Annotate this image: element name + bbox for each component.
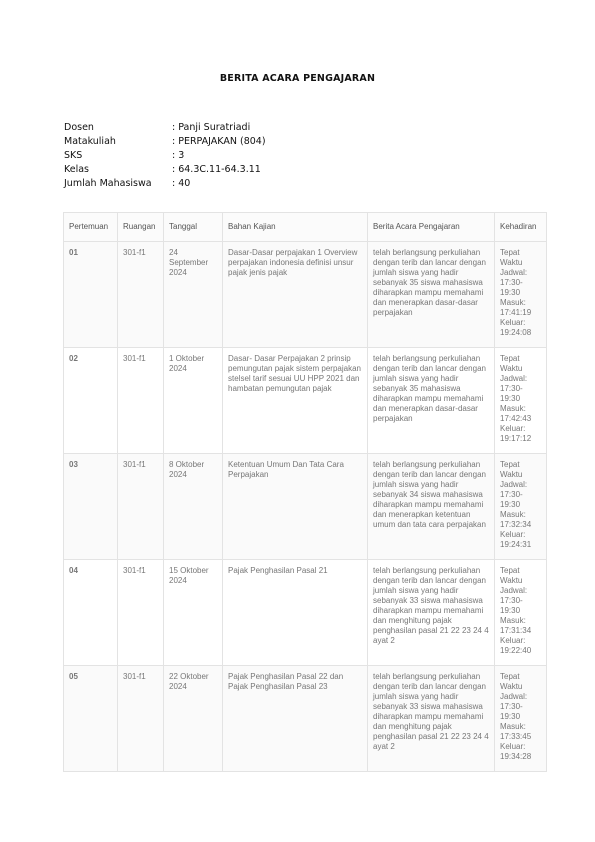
cell-pertemuan: 05 — [64, 666, 118, 772]
cell-bahan-kajian: Dasar- Dasar Perpajakan 2 prinsip pemungutan pajak sistem perpajakan stelsel tarif sesuai UU HPP 2021 dan hambatan pemungutan pajak — [223, 348, 368, 454]
header-tanggal: Tanggal — [164, 213, 223, 242]
info-row-jumlah-mahasiswa — [64, 177, 266, 191]
cell-tanggal: 8 Oktober 2024 — [164, 454, 223, 560]
cell-pertemuan: 02 — [64, 348, 118, 454]
table-row — [64, 560, 547, 666]
cell-pertemuan: 03 — [64, 454, 118, 560]
cell-tanggal: 22 Oktober 2024 — [164, 666, 223, 772]
cell-berita-acara: telah berlangsung perkuliahan dengan terib dan lancar dengan jumlah siswa yang hadir sebanyak 35 siswa mahasiswa diharapkan mampu memahami dan menerapkan dasar-dasar perpajakan — [368, 242, 495, 348]
cell-kehadiran: Tepat Waktu Jadwal: 17:30- 19:30 Masuk: 17:42:43 Keluar: 19:17:12 — [495, 348, 547, 454]
cell-pertemuan: 01 — [64, 242, 118, 348]
info-row-sks — [64, 149, 266, 163]
header-kehadiran: Kehadiran — [495, 213, 547, 242]
cell-ruangan: 301-f1 — [118, 242, 164, 348]
cell-ruangan: 301-f1 — [118, 560, 164, 666]
cell-bahan-kajian: Dasar-Dasar perpajakan 1 Overview perpajakan indonesia definisi unsur pajak jenis pajak — [223, 242, 368, 348]
info-label: Dosen — [64, 122, 94, 133]
cell-pertemuan: 04 — [64, 560, 118, 666]
cell-ruangan: 301-f1 — [118, 348, 164, 454]
info-value: : 3 — [172, 150, 185, 161]
cell-bahan-kajian: Ketentuan Umum Dan Tata Cara Perpajakan — [223, 454, 368, 560]
table-header-row — [64, 213, 547, 242]
cell-kehadiran: Tepat Waktu Jadwal: 17:30- 19:30 Masuk: 17:33:45 Keluar: 19:34:28 — [495, 666, 547, 772]
table-row — [64, 242, 547, 348]
info-row-matakuliah — [64, 135, 266, 149]
cell-kehadiran: Tepat Waktu Jadwal: 17:30- 19:30 Masuk: 17:41:19 Keluar: 19:24:08 — [495, 242, 547, 348]
header-pertemuan: Pertemuan — [64, 213, 118, 242]
cell-tanggal: 24 September 2024 — [164, 242, 223, 348]
info-label: Kelas — [64, 164, 90, 175]
table-row — [64, 666, 547, 772]
info-value: : Panji Suratriadi — [172, 122, 251, 133]
info-row-dosen — [64, 121, 266, 135]
cell-bahan-kajian: Pajak Penghasilan Pasal 21 — [223, 560, 368, 666]
cell-berita-acara: telah berlangsung perkuliahan dengan terib dan lancar dengan jumlah siswa yang hadir sebanyak 33 siswa mahasiswa diharapkan mampu memahami dan menghitung pajak penghasilan pasal 21 22 23 24 4 ayat 2 — [368, 666, 495, 772]
cell-kehadiran: Tepat Waktu Jadwal: 17:30- 19:30 Masuk: 17:32:34 Keluar: 19:24:31 — [495, 454, 547, 560]
header-bahan-kajian: Bahan Kajian — [223, 213, 368, 242]
table-row — [64, 348, 547, 454]
cell-bahan-kajian: Pajak Penghasilan Pasal 22 dan Pajak Penghasilan Pasal 23 — [223, 666, 368, 772]
course-info — [64, 121, 266, 191]
info-row-kelas — [64, 163, 266, 177]
info-label: SKS — [64, 150, 83, 161]
page-title: BERITA ACARA PENGAJARAN — [219, 73, 376, 84]
cell-tanggal: 15 Oktober 2024 — [164, 560, 223, 666]
cell-kehadiran: Tepat Waktu Jadwal: 17:30- 19:30 Masuk: 17:31:34 Keluar: 19:22:40 — [495, 560, 547, 666]
header-ruangan: Ruangan — [118, 213, 164, 242]
info-label: Matakuliah — [64, 136, 116, 147]
info-value: : PERPAJAKAN (804) — [172, 136, 266, 147]
info-label: Jumlah Mahasiswa — [64, 178, 152, 189]
cell-berita-acara: telah berlangsung perkuliahan dengan terib dan lancar dengan jumlah siswa yang hadir sebanyak 34 siswa mahasiswa diharapkan mampu memahami dan menerapkan ketentuan umum dan tata cara perpajakan — [368, 454, 495, 560]
table-row — [64, 454, 547, 560]
cell-ruangan: 301-f1 — [118, 666, 164, 772]
teaching-record-table — [63, 212, 547, 772]
cell-ruangan: 301-f1 — [118, 454, 164, 560]
info-value: : 64.3C.11-64.3.11 — [172, 164, 261, 175]
cell-tanggal: 1 Oktober 2024 — [164, 348, 223, 454]
cell-berita-acara: telah berlangsung perkuliahan dengan terib dan lancar dengan jumlah siswa yang hadir sebanyak 35 mahasiswa diharapkan mampu memahami dan menerapkan dasar-dasar perpajakan — [368, 348, 495, 454]
header-berita-acara: Berita Acara Pengajaran — [368, 213, 495, 242]
info-value: : 40 — [172, 178, 191, 189]
cell-berita-acara: telah berlangsung perkuliahan dengan terib dan lancar dengan jumlah siswa yang hadir sebanyak 33 siswa mahasiswa diharapkan mampu memahami dan menghitung pajak penghasilan pasal 21 22 23 24 4 ayat 2 — [368, 560, 495, 666]
